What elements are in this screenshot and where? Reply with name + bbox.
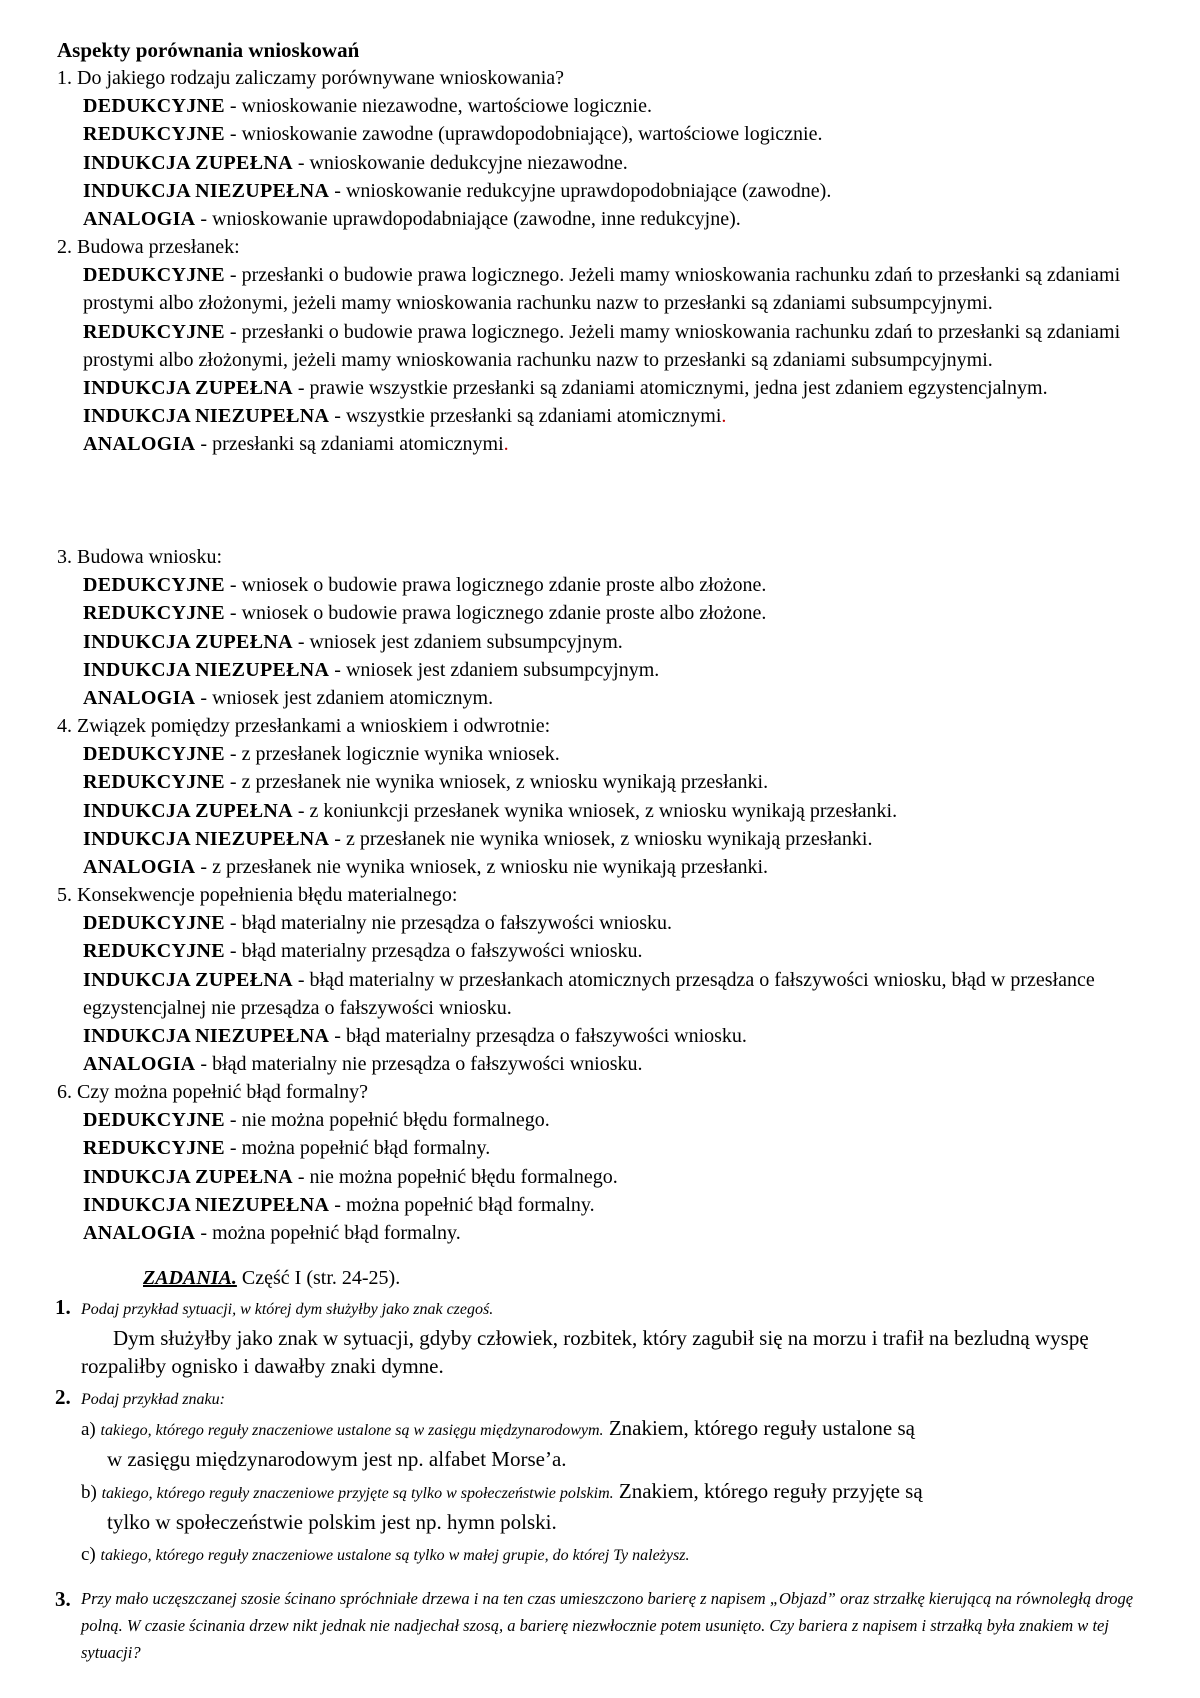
item-redukcyjne xyxy=(83,318,1153,374)
subtask-question: takiego, którego reguły znaczeniowe przyjęte są tylko w społeczeństwie polskim. xyxy=(101,1485,614,1502)
section-3 xyxy=(57,543,1157,712)
subtask-b xyxy=(81,1477,1141,1536)
item-text: - wnioskowanie redukcyjne uprawdopodobniające (zawodne). xyxy=(329,179,832,202)
item-text: - przesłanki o budowie prawa logicznego. Jeżeli mamy wnioskowania rachunku zdań to przesłanki są zdaniami prostymi albo złożonymi, jeżeli mamy wnioskowania rachunku nazw to przesłanki są zdaniami subsumpcyjnymi. xyxy=(83,320,1121,371)
label-iz: INDUKCJA ZUPEŁNA xyxy=(83,799,293,822)
label-iz: INDUKCJA ZUPEŁNA xyxy=(83,968,293,991)
subtask-answer: Znakiem, którego reguły ustalone są xyxy=(603,1416,915,1440)
label-red: REDUKCYJNE xyxy=(83,940,225,963)
subtask-label: a) xyxy=(81,1419,101,1440)
item-indukcja-niezupelna xyxy=(83,1191,1153,1219)
item-analogia xyxy=(83,1219,1153,1247)
subtask-c xyxy=(81,1540,1141,1570)
item-dedukcyjne xyxy=(83,909,1153,937)
label-ded: DEDUKCYJNE xyxy=(83,264,225,287)
subtask-label: c) xyxy=(81,1544,101,1565)
item-text: - błąd materialny przesądza o fałszywości wniosku. xyxy=(329,1025,747,1048)
item-indukcja-niezupelna xyxy=(83,825,1153,853)
item-text: - wniosek jest zdaniem atomicznym. xyxy=(195,687,494,710)
label-in: INDUKCJA NIEZUPEŁNA xyxy=(83,658,330,681)
item-text: - z przesłanek nie wynika wniosek, z wniosku wynikają przesłanki. xyxy=(329,827,873,850)
item-indukcja-niezupelna xyxy=(83,177,1153,205)
task-answer: Dym służyłby jako znak w sytuacji, gdyby człowiek, rozbitek, który zagubił się na morzu i trafił na bezludną wyspę rozpaliłby ognisko i dawałby znaki dymne. xyxy=(81,1326,1089,1378)
label-iz: INDUKCJA ZUPEŁNA xyxy=(83,1165,293,1188)
item-analogia xyxy=(83,1050,1153,1078)
section-2 xyxy=(57,233,1157,459)
item-analogia xyxy=(83,684,1153,712)
item-analogia xyxy=(83,853,1153,881)
label-an: ANALOGIA xyxy=(83,1053,196,1076)
label-ded: DEDUKCYJNE xyxy=(83,912,225,935)
item-redukcyjne xyxy=(83,599,1153,627)
item-text: - wniosek o budowie prawa logicznego zdanie proste albo złożone. xyxy=(224,602,767,625)
document-title: Aspekty porównania wnioskowań xyxy=(57,38,360,62)
item-indukcja-niezupelna xyxy=(83,402,1153,430)
item-text: - z koniunkcji przesłanek wynika wniosek, z wniosku wynikają przesłanki. xyxy=(292,799,898,822)
item-text: - można popełnić błąd formalny. xyxy=(195,1222,461,1245)
item-dedukcyjne xyxy=(83,261,1153,317)
task-question: Podaj przykład znaku: xyxy=(81,1391,225,1408)
item-analogia xyxy=(83,205,1153,233)
item-dedukcyjne xyxy=(83,1106,1153,1134)
label-in: INDUKCJA NIEZUPEŁNA xyxy=(83,827,330,850)
item-text: - wnioskowanie zawodne (uprawdopodobniające), wartościowe logicznie. xyxy=(224,123,823,146)
task-question: Przy mało uczęszczanej szosie ścinano spróchniałe drzewa i na ten czas umieszczono barierę z napisem „Objazd” oraz strzałkę kierującą na równoległą drogę polną. W czasie ścinania drzew nikt jednak nie nadjechał szosą, a barierę niezwłocznie potem usunięto. Czy bariera z napisem i strzałką była znakiem w tej sytuacji? xyxy=(81,1589,1134,1662)
item-text: - z przesłanek logicznie wynika wniosek. xyxy=(224,743,560,766)
item-text: - wnioskowanie niezawodne, wartościowe logicznie. xyxy=(224,95,652,118)
item-text: - błąd materialny nie przesądza o fałszywości wniosku. xyxy=(224,912,672,935)
item-text: - wniosek jest zdaniem subsumpcyjnym. xyxy=(329,658,660,681)
label-red: REDUKCYJNE xyxy=(83,771,225,794)
task-number: 1. xyxy=(55,1295,71,1319)
item-text: - nie można popełnić błędu formalnego. xyxy=(224,1109,550,1132)
section-heading: 3. Budowa wniosku: xyxy=(57,546,222,568)
item-dedukcyjne xyxy=(83,740,1153,768)
section-heading: 1. Do jakiego rodzaju zaliczamy porównywane wnioskowania? xyxy=(57,67,565,89)
item-text: - z przesłanek nie wynika wniosek, z wniosku wynikają przesłanki. xyxy=(224,771,769,794)
item-text: - można popełnić błąd formalny. xyxy=(329,1193,595,1216)
item-indukcja-zupelna xyxy=(83,628,1153,656)
label-red: REDUKCYJNE xyxy=(83,1137,225,1160)
subtask-label: b) xyxy=(81,1482,102,1503)
item-redukcyjne xyxy=(83,1134,1153,1162)
label-ded: DEDUKCYJNE xyxy=(83,574,225,597)
section-heading: 5. Konsekwencje popełnienia błędu materialnego: xyxy=(57,884,458,906)
task-question: Podaj przykład sytuacji, w której dym służyłby jako znak czegoś. xyxy=(81,1301,494,1318)
task-2 xyxy=(55,1383,1155,1570)
label-red: REDUKCYJNE xyxy=(83,320,225,343)
subtask-answer: Znakiem, którego reguły przyjęte są xyxy=(613,1479,923,1503)
label-ded: DEDUKCYJNE xyxy=(83,95,225,118)
label-in: INDUKCJA NIEZUPEŁNA xyxy=(83,1025,330,1048)
label-ded: DEDUKCYJNE xyxy=(83,743,225,766)
item-indukcja-niezupelna xyxy=(83,1022,1153,1050)
item-indukcja-zupelna xyxy=(83,966,1153,1022)
task-number: 2. xyxy=(55,1385,71,1409)
label-an: ANALOGIA xyxy=(83,856,196,879)
item-indukcja-zupelna xyxy=(83,149,1153,177)
label-iz: INDUKCJA ZUPEŁNA xyxy=(83,151,293,174)
item-analogia xyxy=(83,430,1153,458)
item-text: - przesłanki są zdaniami atomicznymi xyxy=(195,433,504,456)
item-dedukcyjne xyxy=(83,571,1153,599)
label-ded: DEDUKCYJNE xyxy=(83,1109,225,1132)
label-iz: INDUKCJA ZUPEŁNA xyxy=(83,377,293,400)
task-1 xyxy=(55,1293,1155,1380)
item-text: - z przesłanek nie wynika wniosek, z wniosku nie wynikają przesłanki. xyxy=(195,856,769,879)
label-in: INDUKCJA NIEZUPEŁNA xyxy=(83,179,330,202)
zadania-heading xyxy=(143,1264,400,1292)
section-5 xyxy=(57,881,1157,1078)
section-6 xyxy=(57,1078,1157,1247)
item-indukcja-zupelna xyxy=(83,797,1153,825)
subtask-a xyxy=(81,1414,1141,1473)
item-indukcja-zupelna xyxy=(83,374,1153,402)
section-heading: 4. Związek pomiędzy przesłankami a wnioskiem i odwrotnie: xyxy=(57,715,551,737)
item-text: - wnioskowanie uprawdopodabniające (zawodne, inne redukcyjne). xyxy=(195,208,741,231)
red-period: . xyxy=(721,405,727,428)
item-text: - wszystkie przesłanki są zdaniami atomicznymi xyxy=(329,405,722,428)
label-red: REDUKCYJNE xyxy=(83,123,225,146)
label-an: ANALOGIA xyxy=(83,687,196,710)
subtask-question: takiego, którego reguły znaczeniowe ustalone są w zasięgu międzynarodowym. xyxy=(100,1422,604,1439)
label-an: ANALOGIA xyxy=(83,208,196,231)
item-text: - błąd materialny przesądza o fałszywości wniosku. xyxy=(224,940,643,963)
task-number: 3. xyxy=(55,1587,71,1611)
item-text: - wniosek o budowie prawa logicznego zdanie proste albo złożone. xyxy=(224,574,767,597)
item-redukcyjne xyxy=(83,768,1153,796)
subtask-answer-cont: tylko w społeczeństwie polskim jest np. hymn polski. xyxy=(107,1510,557,1534)
label-iz: INDUKCJA ZUPEŁNA xyxy=(83,630,293,653)
label-in: INDUKCJA NIEZUPEŁNA xyxy=(83,1193,330,1216)
item-text: - błąd materialny w przesłankach atomicznych przesądza o fałszywości wniosku, błąd w przesłance egzystencjalnej nie przesądza o fałszywości wniosku. xyxy=(83,968,1095,1019)
label-an: ANALOGIA xyxy=(83,1222,196,1245)
item-text: - wnioskowanie dedukcyjne niezawodne. xyxy=(292,151,628,174)
section-4 xyxy=(57,712,1157,881)
item-text: - wniosek jest zdaniem subsumpcyjnym. xyxy=(292,630,623,653)
item-text: - nie można popełnić błędu formalnego. xyxy=(292,1165,618,1188)
label-an: ANALOGIA xyxy=(83,433,196,456)
item-indukcja-niezupelna xyxy=(83,656,1153,684)
task-3 xyxy=(55,1585,1155,1666)
item-text: - prawie wszystkie przesłanki są zdaniami atomicznymi, jedna jest zdaniem egzystencjalnym. xyxy=(292,377,1048,400)
item-text: - można popełnić błąd formalny. xyxy=(224,1137,491,1160)
zadania-subtitle: Część I (str. 24-25). xyxy=(236,1267,401,1289)
item-redukcyjne xyxy=(83,120,1153,148)
item-redukcyjne xyxy=(83,937,1153,965)
section-heading: 2. Budowa przesłanek: xyxy=(57,236,240,258)
zadania-label: ZADANIA. xyxy=(143,1267,237,1289)
subtask-question: takiego, którego reguły znaczeniowe ustalone są tylko w małej grupie, do której Ty należysz. xyxy=(100,1547,690,1564)
label-red: REDUKCYJNE xyxy=(83,602,225,625)
section-1 xyxy=(57,64,1157,233)
label-in: INDUKCJA NIEZUPEŁNA xyxy=(83,405,330,428)
item-indukcja-zupelna xyxy=(83,1163,1153,1191)
item-dedukcyjne xyxy=(83,92,1153,120)
red-period: . xyxy=(503,433,509,456)
section-heading: 6. Czy można popełnić błąd formalny? xyxy=(57,1081,369,1103)
item-text: - przesłanki o budowie prawa logicznego. Jeżeli mamy wnioskowania rachunku zdań to przesłanki są zdaniami prostymi albo złożonymi, jeżeli mamy wnioskowania rachunku nazw to przesłanki są zdaniami subsumpcyjnymi. xyxy=(83,264,1121,315)
subtask-answer-cont: w zasięgu międzynarodowym jest np. alfabet Morse’a. xyxy=(107,1447,567,1471)
item-text: - błąd materialny nie przesądza o fałszywości wniosku. xyxy=(195,1053,643,1076)
